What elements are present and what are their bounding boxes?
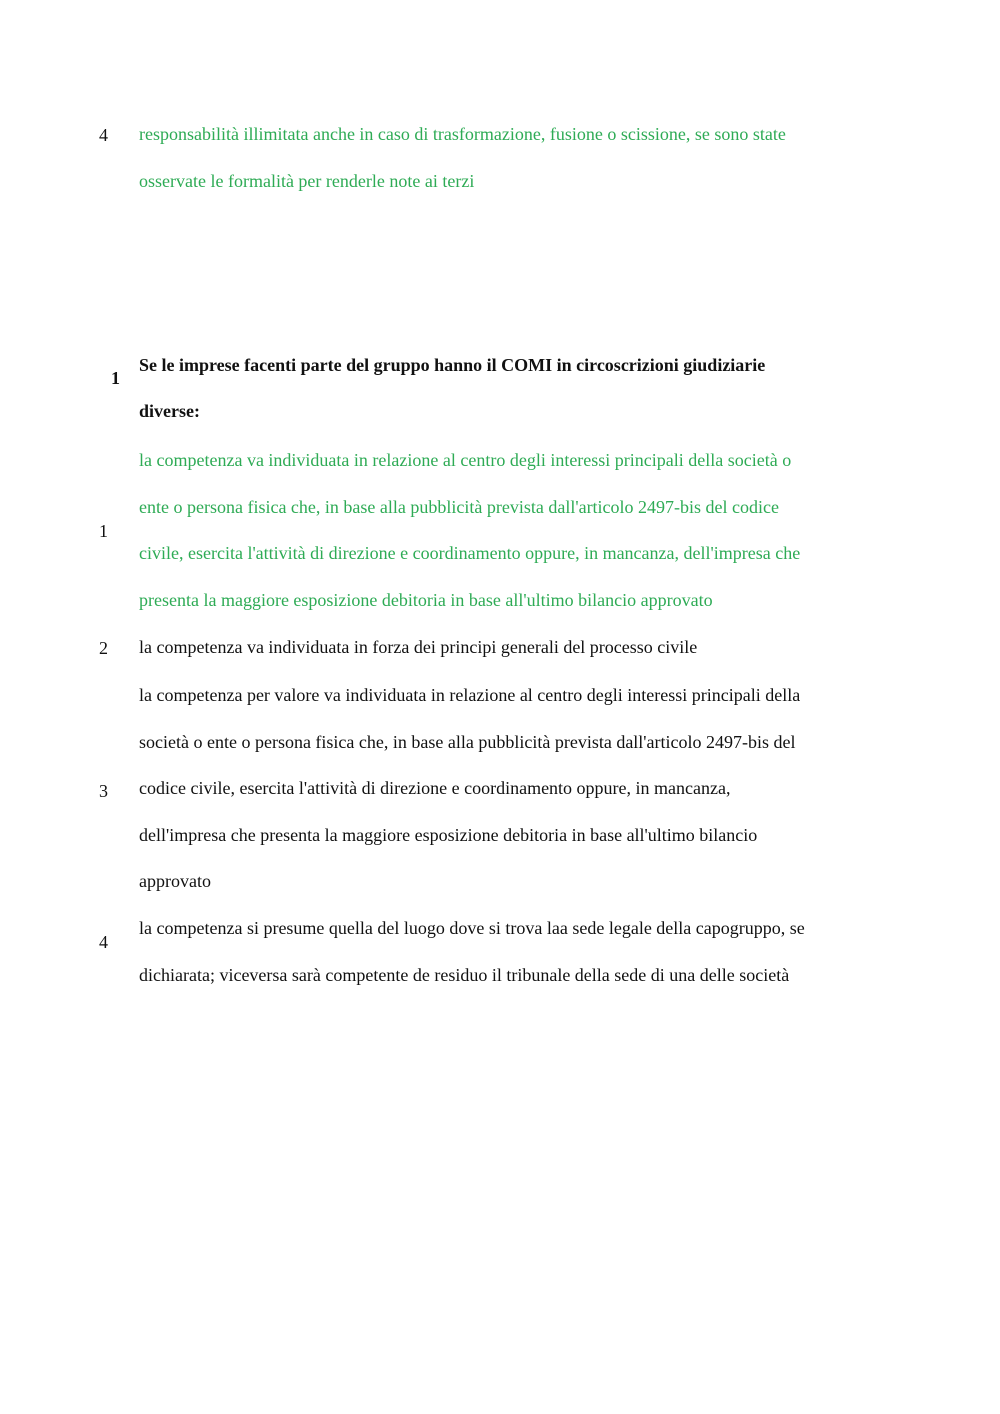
question-number: 1 — [111, 368, 120, 388]
text-line: presenta la maggiore esposizione debitoria in base all'ultimo bilancio approvato — [139, 589, 713, 610]
text-line: diverse: — [139, 401, 200, 421]
text-line: ente o persona fisica che, in base alla pubblicità prevista dall'articolo 2497-bis del codice — [139, 496, 780, 517]
text-line: approvato — [139, 871, 211, 891]
text-line: responsabilità illimitata anche in caso di trasformazione, fusione o scissione, se sono state — [139, 124, 786, 144]
text-line: osservate le formalità per renderle note ai terzi — [139, 170, 475, 191]
text-line: Se le imprese facenti parte del gruppo hanno il COMI in circoscrizioni giudiziarie — [139, 355, 766, 375]
answer-text — [139, 905, 899, 998]
answer-text — [139, 624, 899, 671]
text-line: civile, esercita l'attività di direzione e coordinamento oppure, in mancanza, dell'impresa che — [139, 543, 801, 563]
question-text — [139, 342, 899, 434]
text-line: dell'impresa che presenta la maggiore esposizione debitoria in base all'ultimo bilancio — [139, 824, 758, 845]
text-line: la competenza va individuata in forza dei principi generali del processo civile — [139, 637, 698, 657]
text-line: società o ente o persona fisica che, in base alla pubblicità prevista dall'articolo 2497-bis del — [139, 731, 796, 752]
text-line: la competenza per valore va individuata in relazione al centro degli interessi principali della — [139, 685, 801, 705]
answer-number: 3 — [99, 781, 108, 801]
answer-number: 4 — [99, 125, 108, 145]
text-line: codice civile, esercita l'attività di direzione e coordinamento oppure, in mancanza, — [139, 778, 731, 798]
answer-text-correct — [139, 111, 899, 204]
text-line: la competenza si presume quella del luogo dove si trova laa sede legale della capogruppo, se — [139, 918, 805, 938]
answer-text — [139, 672, 899, 905]
answer-number: 4 — [99, 932, 108, 952]
answer-text-correct — [139, 437, 899, 623]
text-line: dichiarata; viceversa sarà competente de residuo il tribunale della sede di una delle società — [139, 964, 790, 985]
text-line: la competenza va individuata in relazione al centro degli interessi principali della società o — [139, 450, 792, 470]
answer-number: 2 — [99, 638, 108, 658]
answer-number: 1 — [99, 521, 108, 541]
